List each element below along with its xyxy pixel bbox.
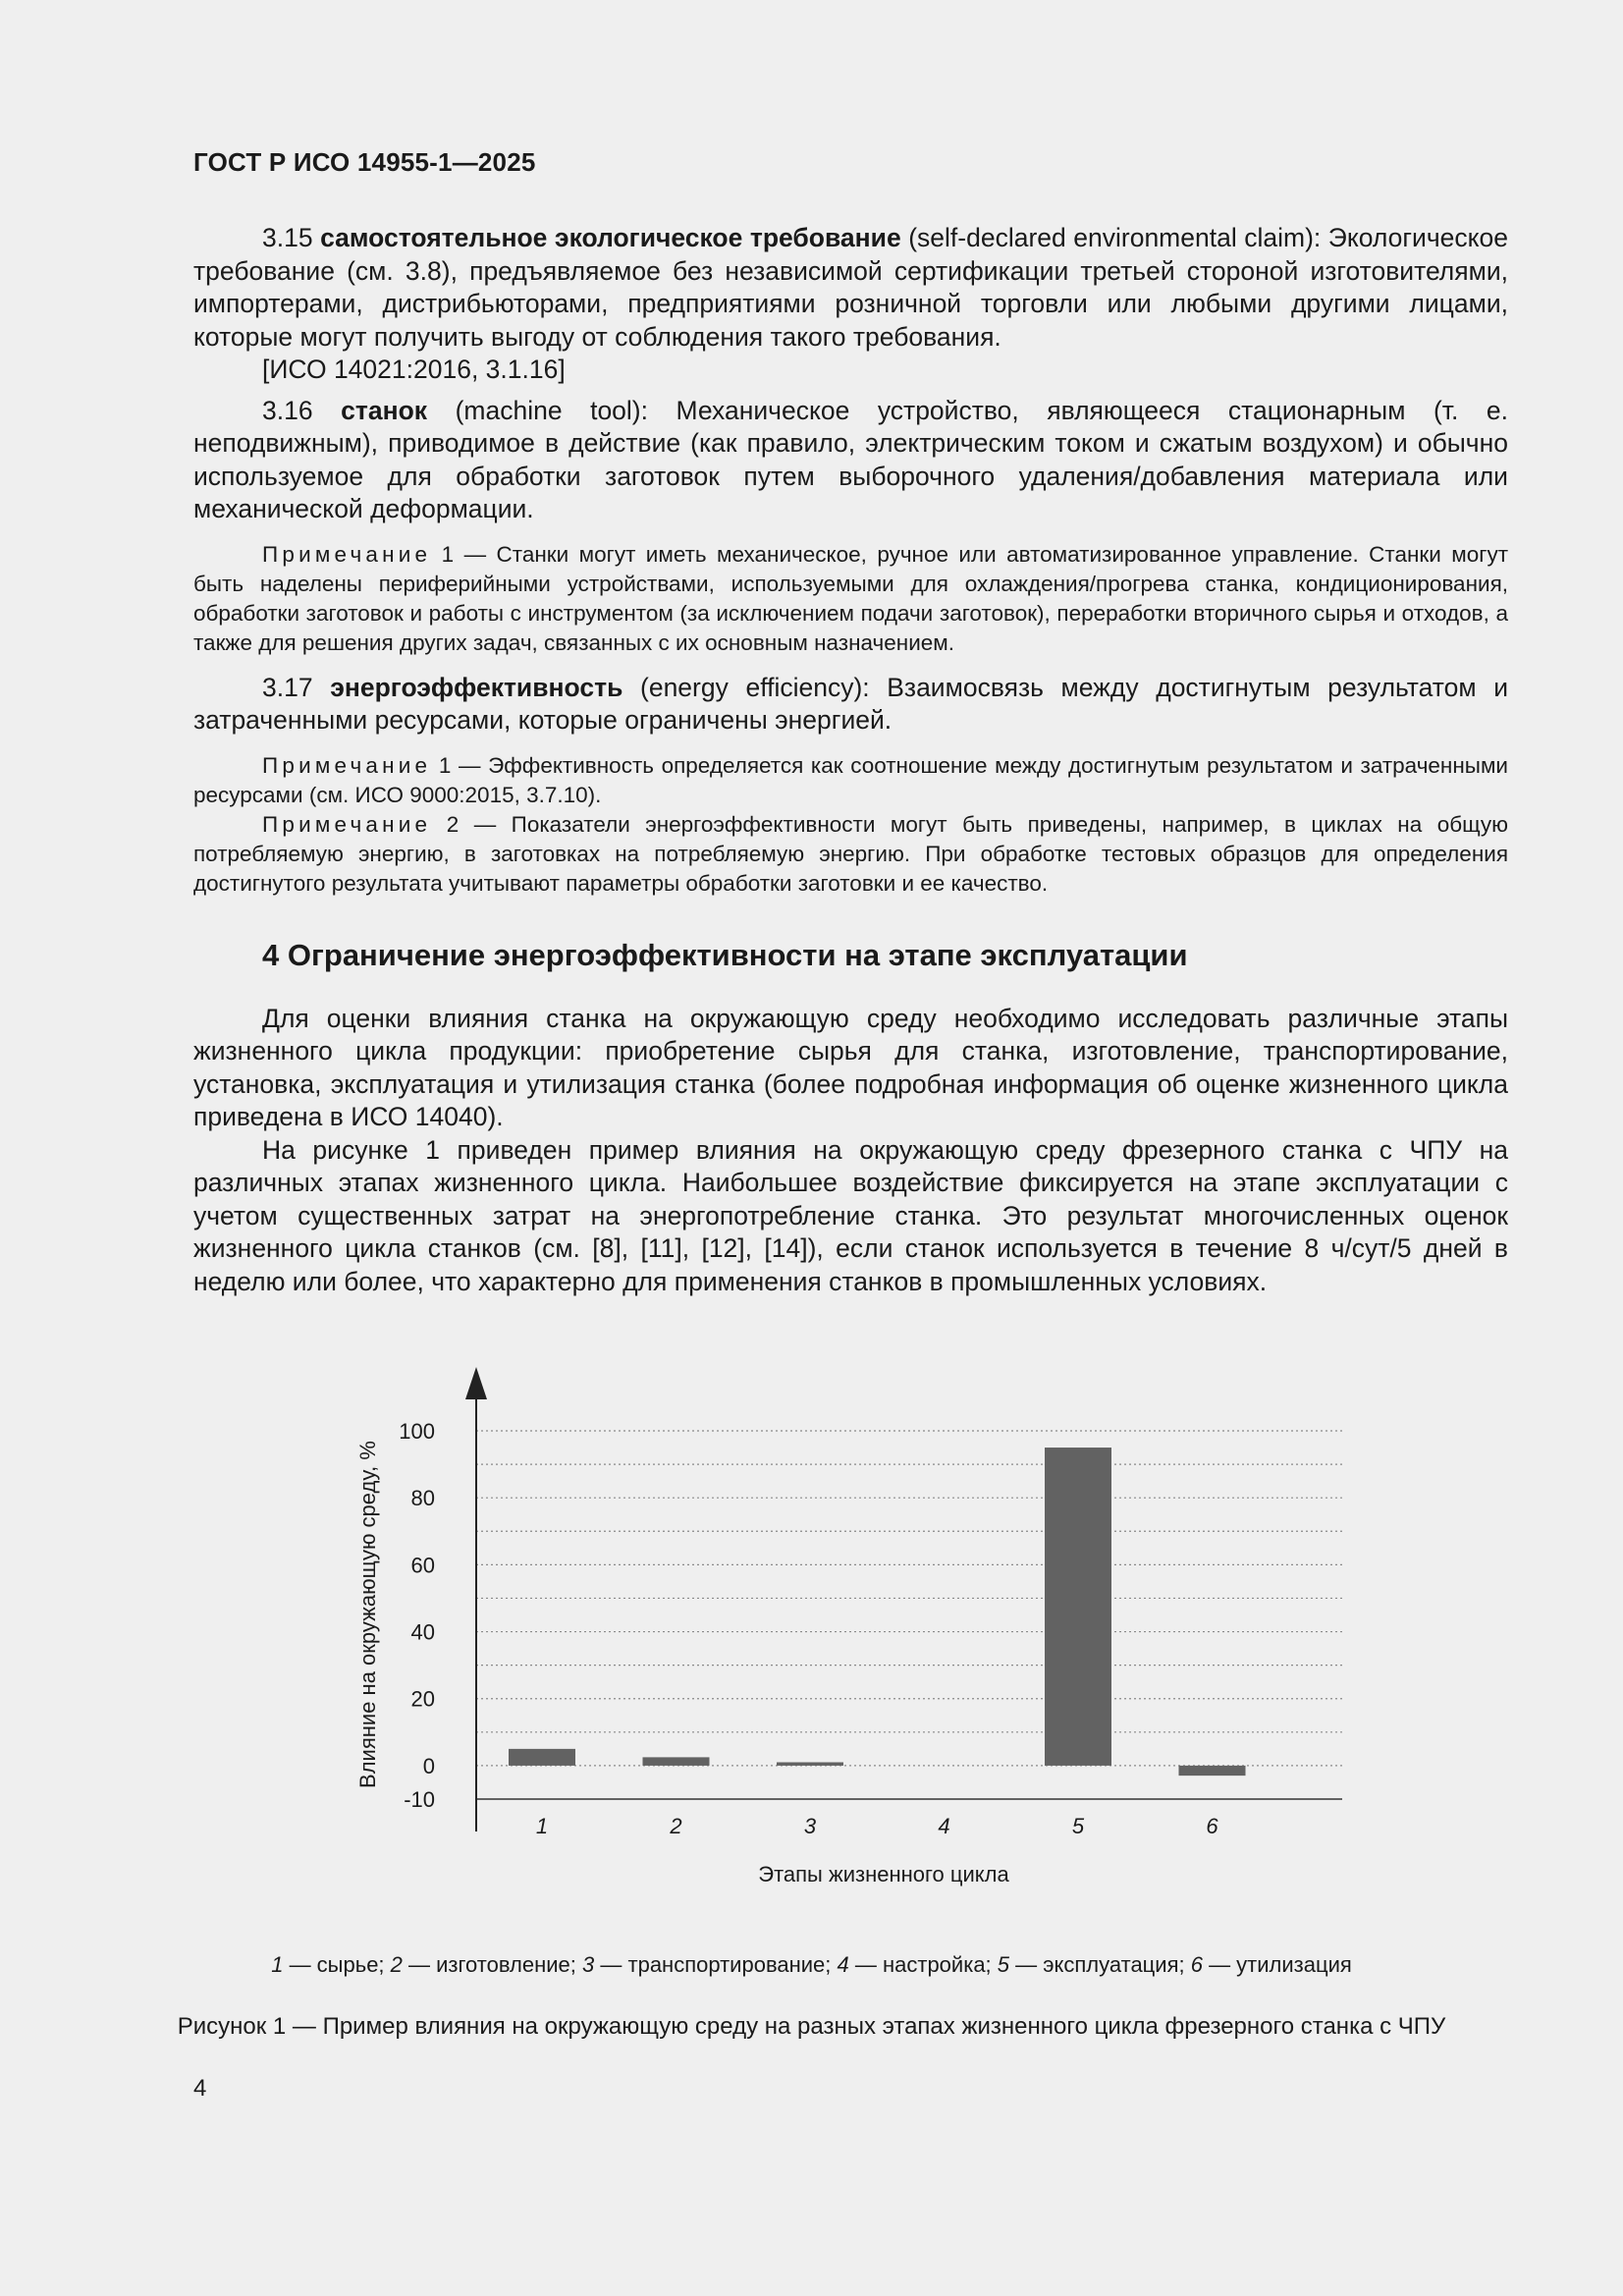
definition-reference: [ИСО 14021:2016, 3.1.16]	[262, 355, 566, 384]
x-tick-label: 1	[535, 1814, 549, 1838]
figure-legend	[0, 1952, 1623, 1978]
note-label: Примечание	[262, 811, 432, 837]
y-axis-arrow	[465, 1367, 487, 1399]
term-number: 3.17	[262, 672, 313, 702]
legend-text: — сырье;	[283, 1952, 391, 1977]
y-tick-label: 20	[410, 1686, 435, 1712]
term-text: (energy efficiency): Взаимосвязь между достигнутым результатом и затраченными ресурсами, которые ограничены энергией.	[193, 672, 1508, 735]
document-body	[193, 222, 1508, 1298]
y-tick-label: 80	[410, 1486, 435, 1511]
section-title: 4 Ограничение энергоэффективности на этапе эксплуатации	[262, 937, 1188, 972]
x-tick-label: 3	[803, 1814, 817, 1838]
legend-text: — эксплуатация;	[1009, 1952, 1191, 1977]
y-axis-title: Влияние на окружающую среду, %	[355, 1441, 380, 1788]
note-number: 2	[446, 811, 460, 837]
term-text: (self-declared environmental claim): Экологическое требование (см. 3.8), предъявляемое без независимой сертификации третьей стороной изготовителями, импортерами, дистрибьюторами, предприятиями розничной торговли или любыми другими лицами, которые могут получить выгоду от соблюдения такого требования.	[193, 223, 1508, 352]
x-tick-label: 2	[670, 1814, 682, 1838]
y-tick-label: 100	[399, 1419, 435, 1444]
note-label: Примечание	[262, 752, 432, 778]
y-tick-label: -10	[404, 1787, 435, 1812]
legend-item	[838, 1952, 998, 1977]
definition-3-15	[193, 222, 1508, 354]
x-tick-label: 6	[1206, 1814, 1218, 1838]
legend-item	[391, 1952, 582, 1977]
note-3-17-1	[193, 751, 1508, 810]
bar-chart	[0, 1345, 1623, 1915]
legend-key: 4	[837, 1952, 849, 1977]
definition-3-17	[193, 672, 1508, 738]
legend-key: 1	[271, 1952, 284, 1977]
bar	[1045, 1448, 1111, 1766]
legend-item	[582, 1952, 837, 1977]
legend-key: 5	[997, 1952, 1010, 1977]
note-3-17-2	[193, 810, 1508, 899]
legend-key: 2	[390, 1952, 403, 1977]
legend-item	[1191, 1952, 1352, 1977]
bar	[509, 1749, 575, 1766]
document-header: ГОСТ Р ИСО 14955-1—2025	[193, 147, 536, 177]
y-tick-label: 60	[410, 1553, 435, 1578]
page-number: 4	[193, 2075, 207, 2102]
legend-text: — изготовление;	[402, 1952, 583, 1977]
term-title: самостоятельное экологическое требование	[320, 223, 901, 252]
x-tick-label: 5	[1071, 1814, 1085, 1838]
legend-item	[271, 1952, 390, 1977]
legend-key: 6	[1190, 1952, 1203, 1977]
term-title: станок	[341, 395, 428, 425]
note-text: — Эффективность определяется как соотношение между достигнутым результатом и затраченными ресурсами (см. ИСО 9000:2015, 3.7.10).	[193, 752, 1508, 807]
bar	[643, 1757, 710, 1766]
legend-text: — транспортирование;	[594, 1952, 838, 1977]
term-number: 3.15	[262, 223, 313, 252]
x-tick-label: 4	[938, 1814, 950, 1838]
section-paragraph-1: Для оценки влияния станка на окружающую среду необходимо исследовать различные этапы жизненного цикла продукции: приобретение сырья для станка, изготовление, транспортирование, установка, эксплуатация и утилизация станка (более подробная информация об оценке жизненного цикла приведена в ИСО 14040).	[193, 1003, 1508, 1131]
legend-key: 3	[582, 1952, 595, 1977]
section-paragraph-2: На рисунке 1 приведен пример влияния на окружающую среду фрезерного станка с ЧПУ на различных этапах жизненного цикла. Наибольшее воздействие фиксируется на этапе эксплуатации с учетом существенных затрат на энергопотребление станка. Это результат многочисленных оценок жизненного цикла станков (см. [8], [11], [12], [14]), если станок используется в течение 8 ч/сут/5 дней в неделю или более, что характерно для применения станков в промышленных условиях.	[193, 1134, 1508, 1296]
figure-1-chart	[0, 1345, 1623, 1920]
definition-3-16	[193, 395, 1508, 526]
figure-caption: Рисунок 1 — Пример влияния на окружающую среду на разных этапах жизненного цикла фрезерного станка с ЧПУ	[177, 2013, 1446, 2040]
y-tick-label: 0	[422, 1753, 435, 1778]
legend-item	[998, 1952, 1191, 1977]
note-text: — Станки могут иметь механическое, ручное или автоматизированное управление. Станки могут быть наделены периферийными устройствами, используемыми для охлаждения/прогрева станка, кондиционирования, обработки заготовок и работы с инструментом (за исключением подачи заготовок), переработки вторичного сырья и отходов, а также для решения других задач, связанных с их основным назначением.	[193, 541, 1508, 655]
legend-text: — утилизация	[1202, 1952, 1352, 1977]
note-number: 1	[441, 541, 455, 567]
x-axis-title: Этапы жизненного цикла	[758, 1862, 1009, 1886]
bar	[1179, 1766, 1246, 1776]
y-tick-label: 40	[410, 1619, 435, 1645]
note-3-16-1	[193, 540, 1508, 658]
term-number: 3.16	[262, 395, 313, 425]
bar	[777, 1763, 843, 1766]
term-text: (machine tool): Механическое устройство, являющееся стационарным (т. е. неподвижным), приводимое в действие (как правило, электрическим током и сжатым воздухом) и обычно используемое для обработки заготовок путем выборочного удаления/добавления материала или механической деформации.	[193, 395, 1508, 523]
note-text: — Показатели энергоэффективности могут быть приведены, например, в циклах на общую потребляемую энергию, в заготовках на потребляемую энергию. При обработке тестовых образцов для определения достигнутого результата учитывают параметры обработки заготовки и ее качество.	[193, 811, 1508, 896]
note-label: Примечание	[262, 541, 432, 567]
legend-text: — настройка;	[848, 1952, 998, 1977]
term-title: энергоэффективность	[330, 672, 623, 702]
note-number: 1	[438, 752, 452, 778]
